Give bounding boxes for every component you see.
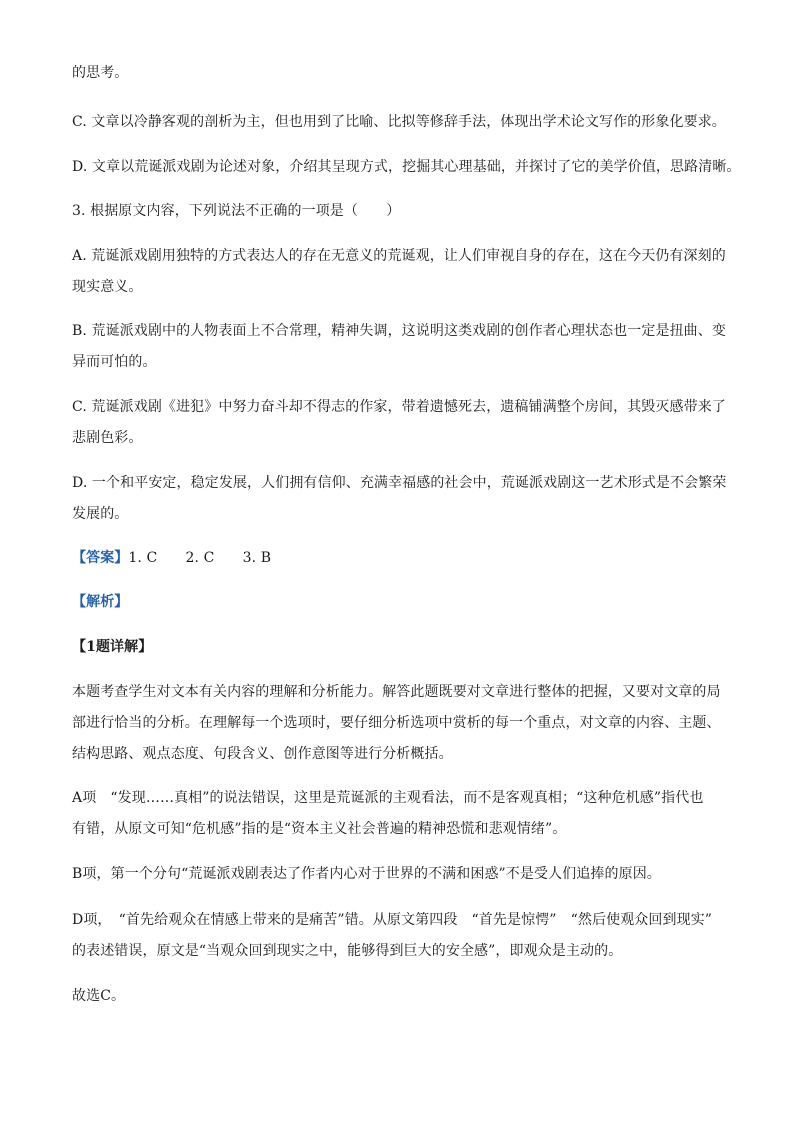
analysis-para-line2: 部进行恰当的分析。在理解每一个选项时，要仔细分析选项中赏析的每一个重点，对文章的内容、主题、 — [72, 715, 721, 731]
option-d-line: D. 文章以荒诞派戏剧为论述对象，介绍其呈现方式，挖掘其心理基础，并探讨了它的美学价值，思路清晰。 — [72, 159, 741, 175]
detail-1-heading: 【1题详解】 — [72, 639, 153, 655]
conclusion-line: 故选C。 — [72, 988, 126, 1004]
question-3-title: 3. 根据原文内容，下列说法不正确的一项是（ ） — [72, 203, 401, 219]
q3-option-b-line1: B. 荒诞派戏剧中的人物表面上不合常理，精神失调，这说明这类戏剧的创作者心理状态也一定是扭曲、变 — [72, 323, 726, 339]
q3-option-a-line2: 现实意义。 — [72, 279, 143, 295]
answer-values: 1. C 2. C 3. B — [128, 550, 272, 566]
q3-option-b-line2: 异而可怕的。 — [72, 354, 157, 370]
q3-option-d-line2: 发展的。 — [72, 506, 129, 522]
answer-line — [72, 548, 732, 568]
analysis-para-line3: 结构思路、观点态度、句段含义、创作意图等进行分析概括。 — [72, 746, 453, 762]
q3-option-c-line1: C. 荒诞派戏剧《进犯》中努力奋斗却不得志的作家，带着遗憾死去，遗稿铺满整个房间，其毁灭感带来了 — [72, 399, 726, 415]
q3-option-d-line1: D. 一个和平安定，稳定发展，人们拥有信仰、充满幸福感的社会中，荒诞派戏剧这一艺术形式是不会繁荣 — [72, 475, 727, 491]
item-a-line1: A项 “发现……真相”的说法错误，这里是荒诞派的主观看法，而不是客观真相；“这种危机感”指代也 — [72, 790, 704, 806]
item-a-line2: 有错，从原文可知“危机感”指的是“资本主义社会普遍的精神恐慌和悲观情绪”。 — [72, 821, 567, 837]
analysis-para-line1: 本题考查学生对文本有关内容的理解和分析能力。解答此题既要对文章进行整体的把握，又要对文章的局 — [72, 684, 721, 700]
q3-option-c-line2: 悲剧色彩。 — [72, 430, 143, 446]
text-line: 的思考。 — [72, 65, 129, 81]
option-c-line: C. 文章以冷静客观的剖析为主，但也用到了比喻、比拟等修辞手法，体现出学术论文写作的形象化要求。 — [72, 114, 726, 130]
item-d-line1: D项， “首先给观众在情感上带来的是痛苦”错。从原文第四段 “首先是惊愕” “然后使观众回到现实” — [72, 912, 713, 928]
answer-label: 【答案】 — [72, 550, 129, 566]
q3-option-a-line1: A. 荒诞派戏剧用独特的方式表达人的存在无意义的荒诞观，让人们审视自身的存在，这在今天仍有深刻的 — [72, 248, 726, 264]
item-b-line: B项，第一个分句“荒诞派戏剧表达了作者内心对于世界的不满和困惑”不是受人们追捧的原因。 — [72, 866, 661, 882]
item-d-line2: 的表述错误，原文是“当观众回到现实之中，能够得到巨大的安全感”，即观众是主动的。 — [72, 943, 623, 959]
analysis-heading: 【解析】 — [72, 594, 129, 610]
